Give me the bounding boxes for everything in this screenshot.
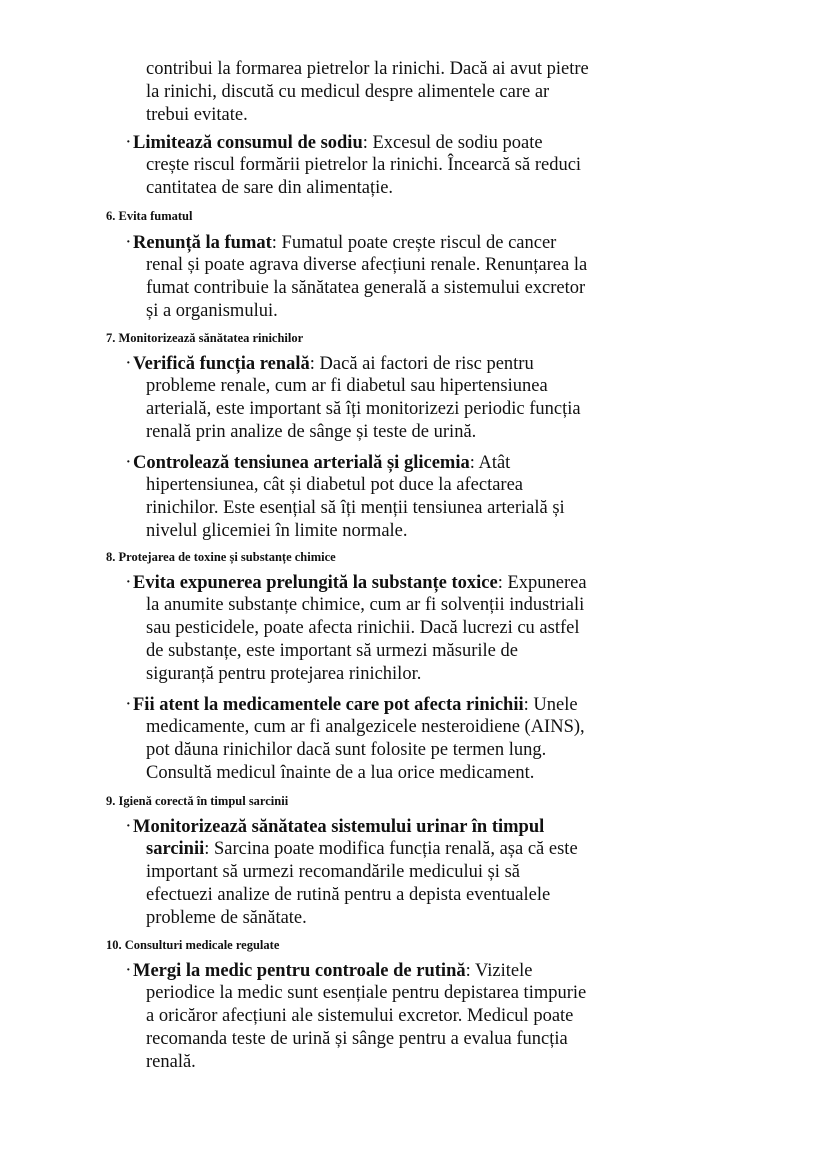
text-line: de substanțe, este important să urmezi măsurile de	[146, 641, 518, 661]
text-line: hipertensiunea, cât și diabetul pot duce la afectarea	[146, 475, 524, 495]
list-item-pregnancy-monitoring	[126, 815, 646, 930]
item-text: : Expunerea	[497, 573, 587, 593]
section-heading-6: 6. Evita fumatul	[106, 209, 193, 223]
item-text: : Atât	[469, 453, 511, 473]
bullet-icon: ·	[126, 575, 131, 590]
bullet-icon: ·	[126, 697, 131, 712]
text-line: renală.	[146, 1052, 196, 1072]
text-line: renală prin analize de sânge și teste de urină.	[146, 422, 477, 442]
text-line: la anumite substanțe chimice, cum ar fi solvenții industriali	[146, 595, 585, 615]
item-text: : Sarcina poate modifica funcția renală, așa că este	[204, 839, 578, 859]
item-term: Evita expunerea prelungită la substanțe toxice	[133, 573, 498, 593]
text-line: medicamente, cum ar fi analgezicele nesteroidiene (AINS),	[146, 717, 585, 737]
item-term-continued: sarcinii	[146, 839, 205, 859]
text-line: efectuezi analize de rutină pentru a depista eventualele	[146, 885, 551, 905]
list-item-control-blood-pressure	[126, 451, 646, 543]
item-term: Limitează consumul de sodiu	[133, 133, 363, 153]
section-heading-9: 9. Igienă corectă în timpul sarcinii	[106, 794, 289, 808]
list-item-routine-checkups	[126, 959, 646, 1074]
text-line: probleme de sănătate.	[146, 908, 307, 928]
bullet-icon: ·	[126, 356, 131, 371]
section-heading-10: 10. Consulturi medicale regulate	[106, 938, 280, 952]
list-item-limit-sodium	[126, 131, 646, 200]
item-text: : Fumatul poate crește riscul de cancer	[271, 233, 557, 253]
text-line: trebui evitate.	[146, 105, 248, 125]
continued-paragraph	[126, 58, 646, 127]
bullet-icon: ·	[126, 963, 131, 978]
section-heading-7: 7. Monitorizează sănătatea rinichilor	[106, 331, 304, 345]
item-text: : Unele	[523, 695, 578, 715]
item-text: : Excesul de sodiu poate	[362, 133, 543, 153]
item-term: Controlează tensiunea arterială și glicemia	[133, 453, 470, 473]
item-term: Fii atent la medicamentele care pot afecta rinichii	[133, 695, 524, 715]
bullet-icon: ·	[126, 135, 131, 150]
text-line: periodice la medic sunt esențiale pentru depistarea timpurie	[146, 983, 587, 1003]
section-heading-8: 8. Protejarea de toxine și substanțe chimice	[106, 550, 336, 564]
text-line: contribui la formarea pietrelor la rinichi. Dacă ai avut pietre	[146, 59, 589, 79]
text-line: recomanda teste de urină și sânge pentru a evalua funcția	[146, 1029, 568, 1049]
item-term: Monitorizează sănătatea sistemului urinar în timpul	[133, 817, 545, 837]
item-text: : Vizitele	[465, 961, 533, 981]
text-line: rinichilor. Este esențial să îți menții tensiunea arterială și	[146, 498, 565, 518]
list-item-avoid-toxins	[126, 571, 646, 686]
text-line: și a organismului.	[146, 301, 278, 321]
text-line: important să urmezi recomandările medicului și să	[146, 862, 520, 882]
text-line: a oricăror afecțiuni ale sistemului excretor. Medicul poate	[146, 1006, 574, 1026]
item-term: Verifică funcția renală	[133, 354, 310, 374]
list-item-medication-caution	[126, 693, 646, 785]
item-term: Renunță la fumat	[133, 233, 272, 253]
bullet-icon: ·	[126, 235, 131, 250]
text-line: nivelul glicemiei în limite normale.	[146, 521, 408, 541]
text-line: crește riscul formării pietrelor la rinichi. Încearcă să reduci	[146, 155, 582, 175]
text-line: siguranță pentru protejarea rinichilor.	[146, 664, 422, 684]
bullet-icon: ·	[126, 455, 131, 470]
text-line: fumat contribuie la sănătatea generală a sistemului excretor	[146, 278, 586, 298]
text-line: renal și poate agrava diverse afecțiuni renale. Renunțarea la	[146, 255, 588, 275]
bullet-icon: ·	[126, 819, 131, 834]
text-line: la rinichi, discută cu medicul despre alimentele care ar	[146, 82, 550, 102]
text-line: sau pesticidele, poate afecta rinichii. Dacă lucrezi cu astfel	[146, 618, 580, 638]
text-line: probleme renale, cum ar fi diabetul sau hipertensiunea	[146, 376, 548, 396]
text-line: Consultă medicul înainte de a lua orice medicament.	[146, 763, 535, 783]
text-line: arterială, este important să îți monitorizezi periodic funcția	[146, 399, 581, 419]
list-item-quit-smoking	[126, 231, 646, 323]
item-text: : Dacă ai factori de risc pentru	[309, 354, 534, 374]
text-line: cantitatea de sare din alimentație.	[146, 178, 394, 198]
list-item-check-kidney-function	[126, 352, 646, 444]
item-term: Mergi la medic pentru controale de rutină	[133, 961, 466, 981]
text-line: pot dăuna rinichilor dacă sunt folosite pe termen lung.	[146, 740, 547, 760]
